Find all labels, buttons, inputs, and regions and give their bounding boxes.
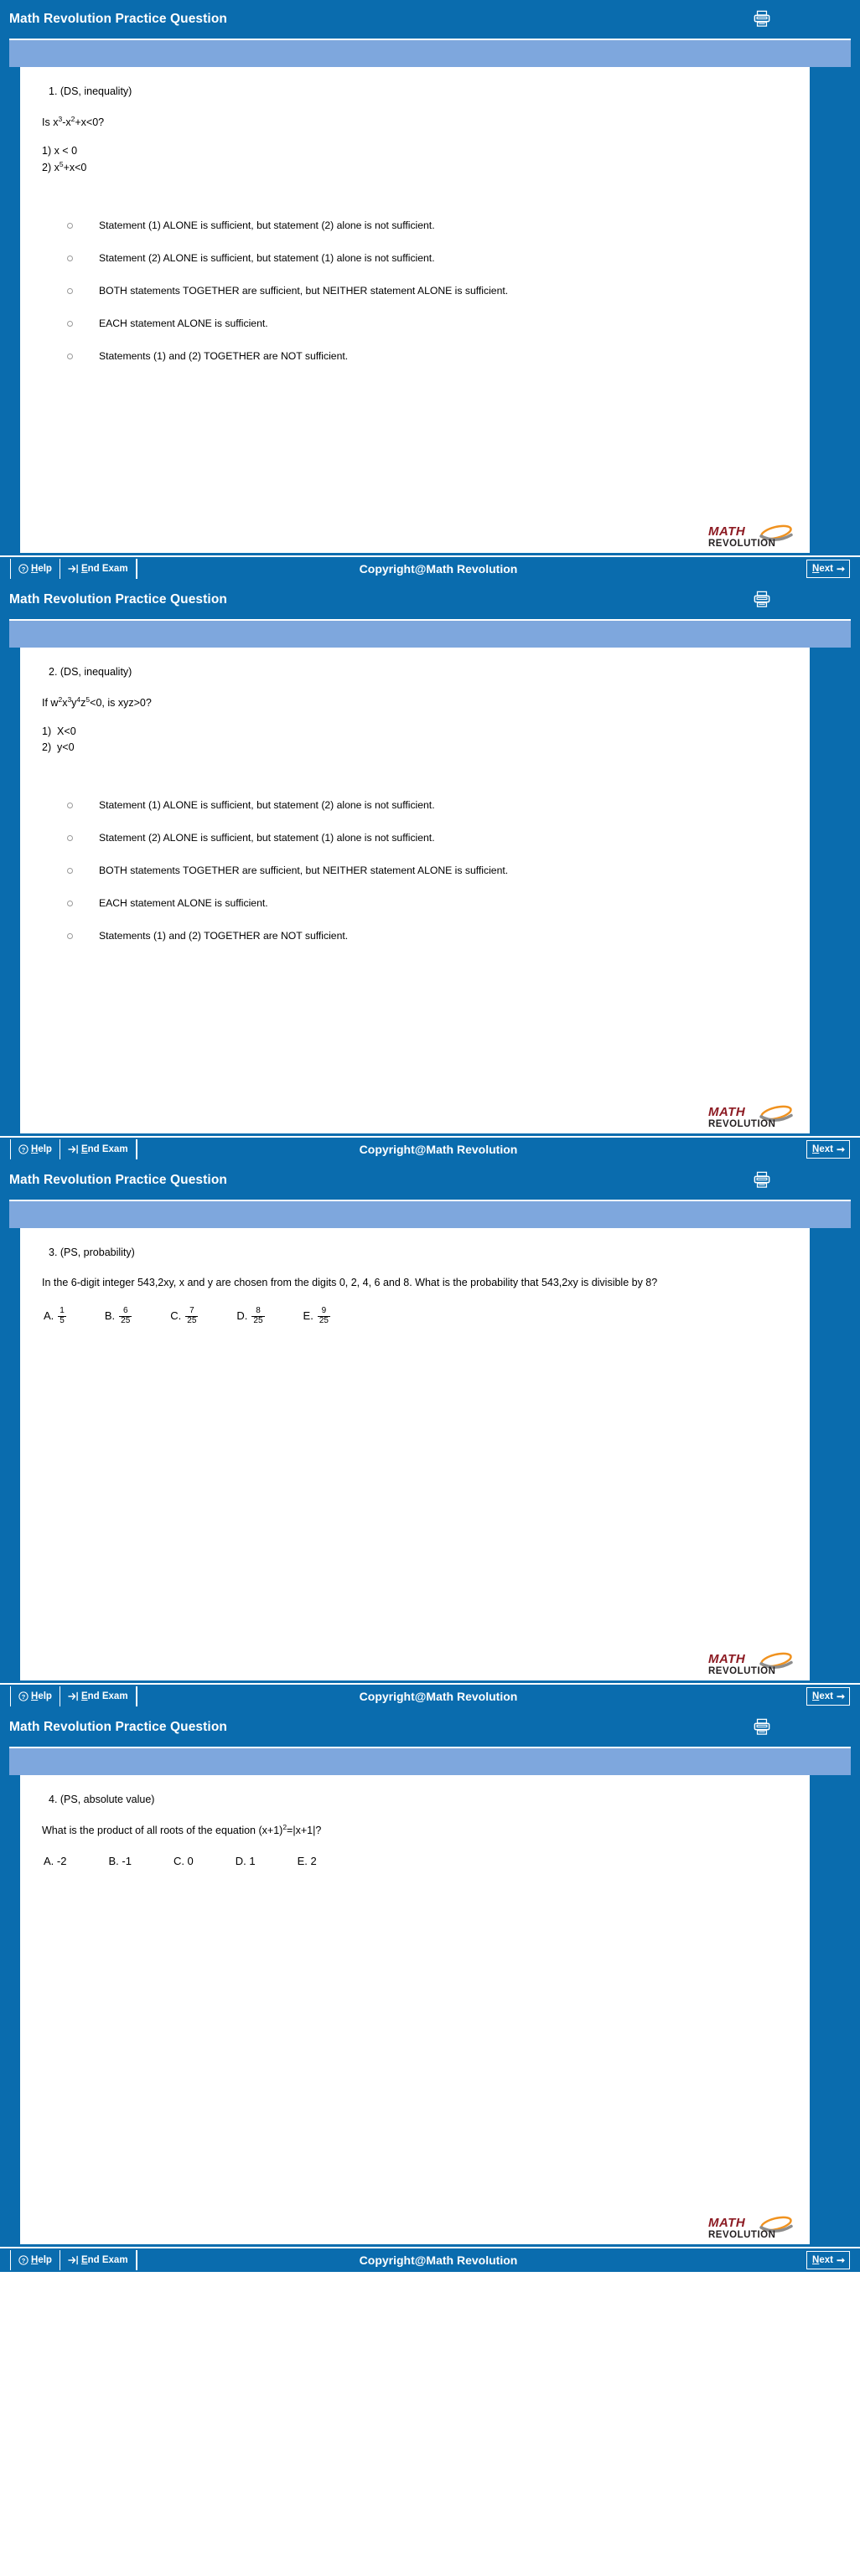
- next-button[interactable]: [806, 1687, 850, 1706]
- math-revolution-logo: [706, 1102, 805, 1128]
- fraction: [58, 1307, 66, 1325]
- help-label: Help: [31, 1691, 52, 1701]
- answer-choice-5[interactable]: [303, 1306, 330, 1324]
- answer-choice-3[interactable]: [45, 865, 793, 878]
- answer-choice-letter: A.: [44, 1309, 54, 1322]
- copyright-text: Copyright@Math Revolution: [359, 562, 518, 576]
- end-exam-button[interactable]: [60, 559, 137, 579]
- question-stem: In the 6-digit integer 543,2xy, x and y are chosen from the digits 0, 2, 4, 6 and 8. What is the probability that 543,2xy is divisible by 8?: [42, 1277, 658, 1288]
- question-stem: Is $x^3-x^2+x<0$?: [42, 115, 105, 129]
- answer-choice-list: [44, 1855, 793, 1867]
- exit-arrow-icon: [68, 1144, 79, 1154]
- exit-arrow-icon: [68, 2255, 79, 2265]
- exit-arrow-icon: [68, 1691, 79, 1701]
- fraction-denominator: 25: [253, 1315, 263, 1325]
- end-exam-button[interactable]: [60, 1686, 137, 1706]
- end-exam-label: End Exam: [80, 564, 128, 574]
- question-panel-3: [0, 1161, 860, 1708]
- answer-choice-5[interactable]: [298, 1855, 317, 1867]
- sub-band: [9, 619, 851, 648]
- question-tag: 3. (PS, probability): [49, 1247, 135, 1258]
- answer-choice-label: BOTH statements TOGETHER are sufficient, but NEITHER statement ALONE is sufficient.: [99, 865, 509, 876]
- radio-button-icon[interactable]: [67, 223, 73, 229]
- page-title: Math Revolution Practice Question: [9, 1173, 227, 1188]
- content-wrapper: [0, 1228, 860, 1680]
- exit-arrow-icon: [68, 564, 79, 574]
- printer-icon[interactable]: [753, 1171, 771, 1188]
- next-button[interactable]: [806, 560, 850, 578]
- answer-choice-label: Statement (1) ALONE is sufficient, but statement (2) alone is not sufficient.: [99, 799, 435, 812]
- radio-button-icon[interactable]: [67, 256, 73, 261]
- sub-band-wrapper: [0, 619, 860, 648]
- printer-icon[interactable]: [753, 1718, 771, 1735]
- next-label: Next: [812, 564, 833, 574]
- fraction-numerator: 6: [122, 1306, 128, 1316]
- answer-choice-3[interactable]: [45, 285, 793, 298]
- answer-choice-label: C. 0: [173, 1854, 194, 1867]
- svg-text:MATH: MATH: [708, 1652, 746, 1666]
- answer-choice-1[interactable]: [45, 219, 793, 233]
- question-tag: 4. (PS, absolute value): [49, 1794, 155, 1805]
- question-content: [20, 1775, 810, 2244]
- radio-button-icon[interactable]: [67, 901, 73, 906]
- end-exam-button[interactable]: [60, 2250, 137, 2270]
- answer-choice-label: Statement (1) ALONE is sufficient, but statement (2) alone is not sufficient.: [99, 219, 435, 232]
- answer-choice-label: B. -1: [108, 1854, 132, 1867]
- svg-text:MATH: MATH: [708, 2216, 746, 2230]
- question-stem: What is the product of all roots of the equation $(x+1)^2=|x+1|$?: [42, 1823, 322, 1837]
- answer-choice-1[interactable]: [44, 1306, 66, 1324]
- sub-band: [9, 1200, 851, 1228]
- svg-text:REVOLUTION: REVOLUTION: [708, 1119, 776, 1128]
- answer-choice-list: [44, 1306, 793, 1324]
- radio-button-icon[interactable]: [67, 933, 73, 939]
- sub-band-wrapper: [0, 39, 860, 67]
- exponent: 4: [76, 695, 81, 704]
- help-button[interactable]: [10, 1686, 60, 1706]
- answer-choice-5[interactable]: [45, 350, 793, 364]
- content-wrapper: [0, 1775, 860, 2244]
- exponent: 5: [59, 159, 64, 168]
- exam-footer: [0, 1136, 860, 1161]
- svg-text:REVOLUTION: REVOLUTION: [708, 2230, 776, 2239]
- answer-choice-label: Statement (2) ALONE is sufficient, but statement (1) alone is not sufficient.: [99, 252, 435, 265]
- radio-button-icon[interactable]: [67, 321, 73, 327]
- question-content: [20, 1228, 810, 1680]
- panel-header: [0, 1161, 860, 1200]
- help-button[interactable]: [10, 559, 60, 579]
- answer-choice-list: [45, 799, 793, 942]
- answer-choice-4[interactable]: [45, 897, 793, 911]
- fraction-denominator: 25: [187, 1315, 197, 1325]
- question-content: [20, 648, 810, 1133]
- arrow-right-icon: ➞: [836, 1143, 845, 1155]
- end-exam-button[interactable]: [60, 1139, 137, 1159]
- answer-choice-2[interactable]: [45, 252, 793, 266]
- statement: 2) y<0: [42, 741, 75, 753]
- radio-button-icon[interactable]: [67, 803, 73, 808]
- fraction: [318, 1307, 330, 1325]
- answer-choice-4[interactable]: [236, 1306, 264, 1324]
- radio-button-icon[interactable]: [67, 835, 73, 841]
- radio-button-icon[interactable]: [67, 288, 73, 294]
- question-content: [20, 67, 810, 553]
- exam-footer: [0, 2247, 860, 2272]
- help-button[interactable]: [10, 2250, 60, 2270]
- copyright-text: Copyright@Math Revolution: [359, 2253, 518, 2267]
- answer-choice-letter: D.: [236, 1309, 248, 1322]
- copyright-text: Copyright@Math Revolution: [359, 1690, 518, 1703]
- svg-text:?: ?: [21, 1692, 26, 1701]
- printer-icon[interactable]: [753, 591, 771, 607]
- fraction: [185, 1307, 198, 1325]
- answer-choice-label: E. 2: [297, 1854, 317, 1867]
- statement: 1) X<0: [42, 725, 76, 737]
- sub-band: [9, 39, 851, 67]
- arrow-right-icon: ➞: [836, 2254, 845, 2266]
- fraction: [251, 1307, 264, 1325]
- answer-choice-label: Statements (1) and (2) TOGETHER are NOT sufficient.: [99, 349, 349, 362]
- answer-choice-1[interactable]: [44, 1855, 66, 1867]
- sub-band-wrapper: [0, 1200, 860, 1228]
- question-stem: If $w^2x^3y^4z^5<0$, is xyz>0?: [42, 695, 152, 710]
- question-panel-1: [0, 0, 860, 581]
- answer-choice-list: [45, 219, 793, 363]
- question-circle-icon: [18, 1691, 28, 1701]
- answer-choice-label: BOTH statements TOGETHER are sufficient, but NEITHER statement ALONE is sufficient.: [99, 285, 509, 297]
- printer-icon[interactable]: [753, 10, 771, 27]
- fraction-numerator: 9: [321, 1306, 327, 1316]
- exponent: 5: [85, 695, 91, 704]
- math-revolution-logo: [706, 2212, 805, 2239]
- answer-choice-label: Statements (1) and (2) TOGETHER are NOT sufficient.: [99, 929, 349, 942]
- answer-choice-label: D. 1: [235, 1854, 256, 1867]
- question-circle-icon: [18, 564, 28, 574]
- fraction-denominator: 25: [319, 1315, 329, 1325]
- answer-choice-2[interactable]: [108, 1855, 131, 1867]
- svg-text:?: ?: [21, 2256, 26, 2264]
- help-label: Help: [31, 564, 52, 574]
- answer-choice-3[interactable]: [174, 1855, 194, 1867]
- answer-choice-2[interactable]: [105, 1306, 132, 1324]
- fraction-numerator: 1: [60, 1306, 65, 1316]
- help-button[interactable]: [10, 1139, 60, 1159]
- exponent: 2: [282, 1823, 288, 1831]
- radio-button-icon[interactable]: [67, 868, 73, 874]
- content-wrapper: [0, 67, 860, 553]
- panel-header: [0, 0, 860, 39]
- content-wrapper: [0, 648, 860, 1133]
- exponent: 3: [67, 695, 72, 704]
- page-title: Math Revolution Practice Question: [9, 1720, 227, 1735]
- statement: 1) x < 0: [42, 144, 78, 157]
- exam-footer: [0, 1683, 860, 1708]
- copyright-text: Copyright@Math Revolution: [359, 1143, 518, 1156]
- answer-choice-5[interactable]: [45, 930, 793, 943]
- answer-choice-4[interactable]: [45, 317, 793, 331]
- svg-text:REVOLUTION: REVOLUTION: [708, 1666, 776, 1675]
- end-exam-label: End Exam: [80, 1691, 128, 1701]
- answer-choice-label: EACH statement ALONE is sufficient.: [99, 317, 268, 330]
- question-circle-icon: [18, 2255, 28, 2265]
- next-label: Next: [812, 1691, 833, 1701]
- answer-choice-1[interactable]: [45, 799, 793, 813]
- fraction: [119, 1307, 132, 1325]
- fraction-denominator: 25: [121, 1315, 131, 1325]
- answer-choice-label: A. -2: [44, 1854, 67, 1867]
- panel-header: [0, 581, 860, 619]
- exponent: 2: [58, 695, 63, 704]
- next-label: Next: [812, 1144, 833, 1154]
- end-exam-label: End Exam: [80, 1144, 128, 1154]
- question-tag: 2. (DS, inequality): [49, 666, 132, 678]
- question-panel-4: [0, 1708, 860, 2272]
- answer-choice-4[interactable]: [236, 1855, 256, 1867]
- question-statements: [42, 143, 793, 177]
- answer-choice-label: Statement (2) ALONE is sufficient, but statement (1) alone is not sufficient.: [99, 832, 435, 844]
- answer-choice-2[interactable]: [45, 832, 793, 845]
- statement: 2) $x^5+x<0$: [42, 159, 87, 174]
- answer-choice-label: EACH statement ALONE is sufficient.: [99, 896, 268, 909]
- fraction-numerator: 8: [256, 1306, 261, 1316]
- end-exam-label: End Exam: [80, 2255, 128, 2265]
- sub-band: [9, 1747, 851, 1775]
- arrow-right-icon: ➞: [836, 563, 845, 575]
- help-label: Help: [31, 1144, 52, 1154]
- page-title: Math Revolution Practice Question: [9, 592, 227, 607]
- svg-text:MATH: MATH: [708, 524, 746, 539]
- fraction-numerator: 7: [189, 1306, 194, 1316]
- radio-button-icon[interactable]: [67, 354, 73, 359]
- exponent: 3: [58, 115, 63, 123]
- question-panel-2: [0, 581, 860, 1161]
- math-revolution-logo: [706, 1649, 805, 1675]
- next-button[interactable]: [806, 2251, 850, 2269]
- svg-text:REVOLUTION: REVOLUTION: [708, 539, 776, 548]
- panel-header: [0, 1708, 860, 1747]
- question-circle-icon: [18, 1144, 28, 1154]
- sub-band-wrapper: [0, 1747, 860, 1775]
- svg-text:?: ?: [21, 565, 26, 573]
- exam-footer: [0, 555, 860, 581]
- fraction-denominator: 5: [60, 1315, 65, 1325]
- question-tag: 1. (DS, inequality): [49, 85, 132, 97]
- question-statements: [42, 724, 793, 756]
- page-title: Math Revolution Practice Question: [9, 12, 227, 27]
- next-button[interactable]: [806, 1140, 850, 1159]
- answer-choice-3[interactable]: [170, 1306, 198, 1324]
- svg-text:MATH: MATH: [708, 1105, 746, 1119]
- next-label: Next: [812, 2255, 833, 2265]
- answer-choice-letter: E.: [303, 1309, 313, 1322]
- arrow-right-icon: ➞: [836, 1691, 845, 1702]
- svg-text:?: ?: [21, 1145, 26, 1154]
- answer-choice-letter: B.: [104, 1309, 116, 1322]
- exponent: 2: [70, 115, 75, 123]
- math-revolution-logo: [706, 521, 805, 548]
- help-label: Help: [31, 2255, 52, 2265]
- answer-choice-letter: C.: [170, 1309, 182, 1322]
